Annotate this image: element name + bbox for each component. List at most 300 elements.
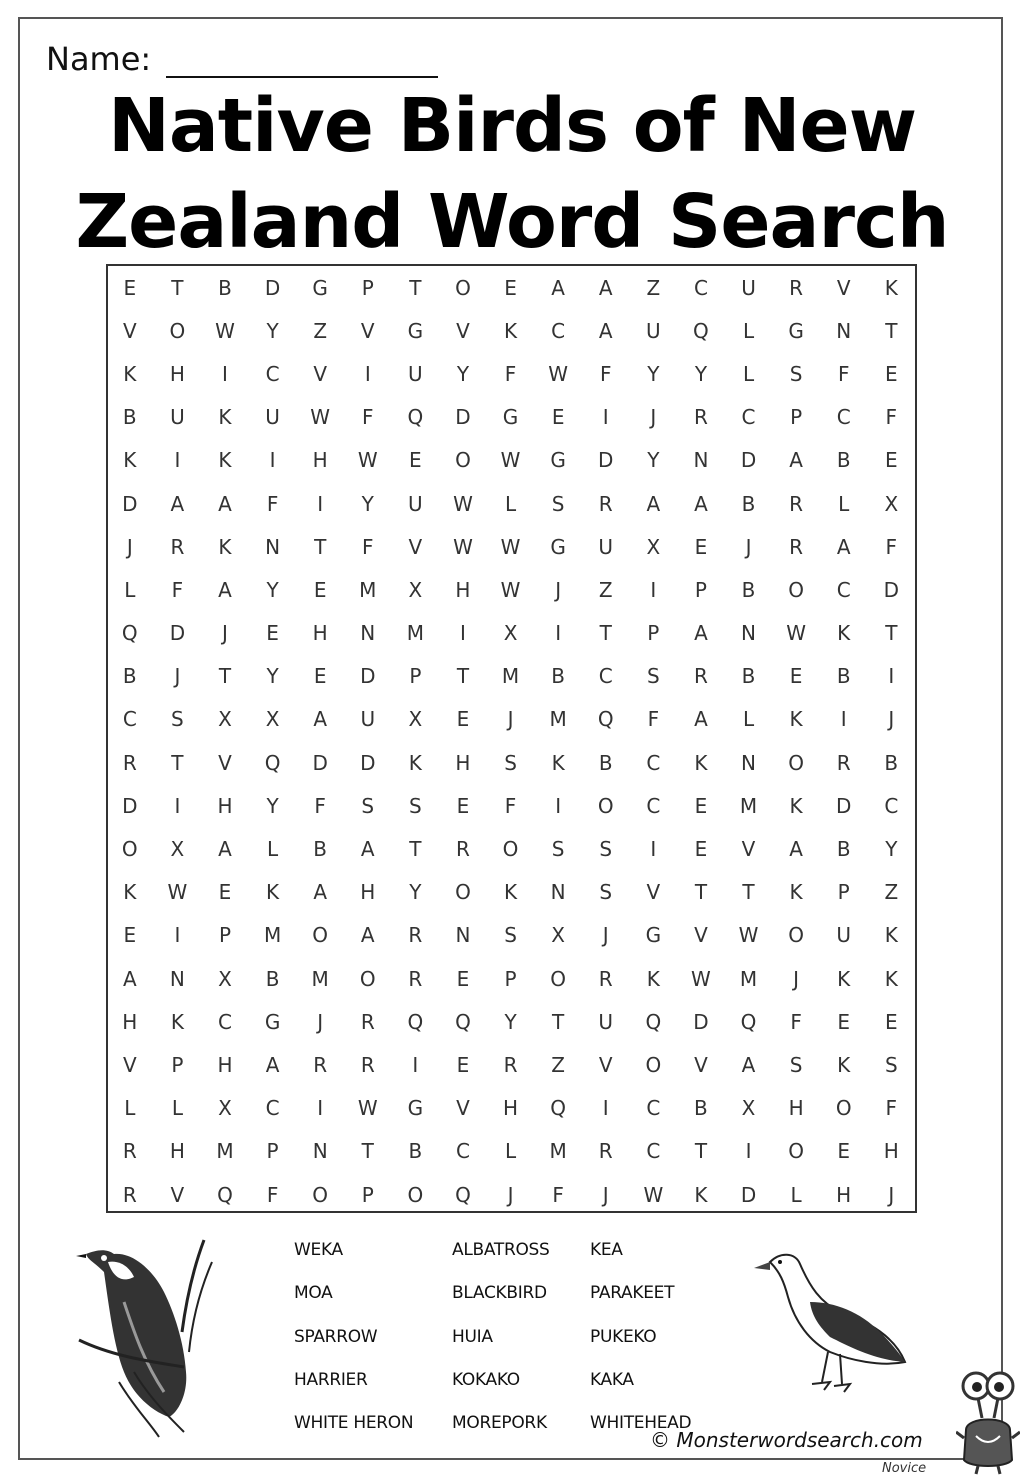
- grid-letter[interactable]: P: [790, 405, 803, 430]
- grid-letter[interactable]: R: [122, 750, 137, 775]
- grid-letter[interactable]: O: [312, 1182, 329, 1207]
- grid-letter[interactable]: I: [602, 1096, 609, 1121]
- grid-letter[interactable]: U: [360, 707, 376, 732]
- grid-letter[interactable]: J: [650, 405, 657, 430]
- grid-letter[interactable]: D: [264, 275, 281, 300]
- grid-letter[interactable]: J: [507, 1182, 514, 1207]
- grid-letter[interactable]: A: [218, 837, 232, 862]
- grid-letter[interactable]: K: [789, 880, 803, 905]
- grid-letter[interactable]: T: [218, 664, 232, 689]
- grid-letter[interactable]: R: [836, 750, 851, 775]
- grid-letter[interactable]: V: [741, 837, 756, 862]
- grid-letter[interactable]: J: [555, 577, 562, 602]
- grid-letter[interactable]: Y: [694, 361, 708, 386]
- grid-letter[interactable]: I: [364, 361, 371, 386]
- grid-letter[interactable]: U: [646, 318, 661, 343]
- grid-letter[interactable]: D: [740, 448, 757, 473]
- grid-letter[interactable]: K: [218, 534, 232, 559]
- grid-letter[interactable]: J: [507, 707, 514, 732]
- grid-letter[interactable]: N: [265, 534, 281, 559]
- grid-letter[interactable]: E: [884, 361, 898, 386]
- grid-letter[interactable]: G: [407, 1096, 424, 1121]
- grid-letter[interactable]: B: [408, 1139, 423, 1164]
- grid-letter[interactable]: G: [550, 448, 566, 473]
- grid-letter[interactable]: D: [122, 793, 138, 818]
- grid-letter[interactable]: O: [407, 1182, 424, 1207]
- grid-letter[interactable]: B: [836, 664, 851, 689]
- grid-letter[interactable]: F: [790, 1009, 802, 1034]
- grid-letter[interactable]: V: [360, 318, 375, 343]
- grid-letter[interactable]: W: [738, 923, 759, 948]
- grid-letter[interactable]: J: [745, 534, 752, 559]
- grid-letter[interactable]: Y: [504, 1009, 517, 1034]
- grid-letter[interactable]: S: [789, 1052, 803, 1077]
- grid-letter[interactable]: X: [218, 707, 232, 732]
- grid-letter[interactable]: T: [314, 534, 327, 559]
- grid-letter[interactable]: L: [838, 491, 850, 516]
- grid-letter[interactable]: Z: [646, 275, 661, 300]
- grid-letter[interactable]: A: [789, 448, 803, 473]
- grid-letter[interactable]: I: [460, 621, 466, 646]
- grid-letter[interactable]: K: [503, 318, 518, 343]
- grid-letter[interactable]: F: [885, 534, 898, 559]
- grid-letter[interactable]: L: [504, 491, 517, 516]
- grid-letter[interactable]: O: [359, 966, 376, 991]
- grid-letter[interactable]: M: [263, 923, 282, 948]
- grid-letter[interactable]: D: [455, 405, 471, 430]
- grid-letter[interactable]: L: [124, 577, 136, 602]
- grid-letter[interactable]: N: [455, 923, 471, 948]
- grid-letter[interactable]: C: [551, 318, 566, 343]
- grid-letter[interactable]: A: [551, 275, 565, 300]
- grid-letter[interactable]: O: [312, 923, 329, 948]
- grid-letter[interactable]: I: [317, 1096, 324, 1121]
- grid-letter[interactable]: K: [884, 966, 898, 991]
- grid-letter[interactable]: T: [742, 880, 755, 905]
- grid-letter[interactable]: A: [694, 621, 708, 646]
- grid-letter[interactable]: E: [884, 1009, 898, 1034]
- grid-letter[interactable]: Q: [121, 621, 138, 646]
- grid-letter[interactable]: B: [741, 664, 756, 689]
- grid-letter[interactable]: O: [788, 577, 804, 602]
- grid-letter[interactable]: Y: [266, 577, 279, 602]
- grid-letter[interactable]: T: [694, 1139, 708, 1164]
- grid-letter[interactable]: R: [408, 923, 423, 948]
- grid-letter[interactable]: O: [121, 837, 138, 862]
- grid-letter[interactable]: Y: [266, 793, 279, 818]
- grid-letter[interactable]: D: [360, 750, 376, 775]
- grid-letter[interactable]: Z: [884, 880, 899, 905]
- grid-letter[interactable]: R: [122, 1139, 137, 1164]
- grid-letter[interactable]: Q: [217, 1182, 233, 1207]
- grid-letter[interactable]: I: [269, 448, 276, 473]
- grid-letter[interactable]: A: [598, 275, 613, 300]
- grid-letter[interactable]: M: [359, 577, 377, 602]
- grid-letter[interactable]: R: [598, 1139, 613, 1164]
- grid-letter[interactable]: I: [745, 1139, 752, 1164]
- grid-letter[interactable]: F: [266, 1182, 279, 1207]
- grid-letter[interactable]: T: [361, 1139, 374, 1164]
- grid-letter[interactable]: T: [885, 621, 898, 646]
- grid-letter[interactable]: C: [836, 405, 851, 430]
- grid-letter[interactable]: T: [409, 837, 422, 862]
- grid-letter[interactable]: X: [551, 923, 565, 948]
- grid-letter[interactable]: J: [888, 707, 895, 732]
- grid-letter[interactable]: O: [550, 966, 567, 991]
- grid-letter[interactable]: Q: [645, 1009, 662, 1034]
- grid-letter[interactable]: G: [264, 1009, 281, 1034]
- grid-letter[interactable]: C: [455, 1139, 470, 1164]
- grid-letter[interactable]: J: [222, 621, 228, 646]
- grid-letter[interactable]: R: [408, 966, 423, 991]
- grid-letter[interactable]: A: [218, 577, 232, 602]
- grid-letter[interactable]: P: [837, 880, 850, 905]
- grid-letter[interactable]: Q: [597, 707, 614, 732]
- grid-letter[interactable]: H: [883, 1139, 899, 1164]
- grid-letter[interactable]: E: [694, 534, 708, 559]
- grid-letter[interactable]: T: [552, 1009, 565, 1034]
- grid-letter[interactable]: F: [647, 707, 660, 732]
- grid-letter[interactable]: E: [313, 577, 327, 602]
- grid-letter[interactable]: X: [408, 707, 423, 732]
- grid-letter[interactable]: D: [312, 750, 328, 775]
- grid-letter[interactable]: S: [551, 491, 565, 516]
- grid-letter[interactable]: F: [599, 361, 612, 386]
- grid-letter[interactable]: E: [694, 837, 708, 862]
- grid-letter[interactable]: I: [650, 577, 657, 602]
- grid-letter[interactable]: Y: [885, 837, 898, 862]
- grid-letter[interactable]: K: [170, 1009, 184, 1034]
- grid-letter[interactable]: R: [693, 405, 708, 430]
- grid-letter[interactable]: E: [551, 405, 565, 430]
- grid-letter[interactable]: L: [742, 318, 755, 343]
- grid-letter[interactable]: R: [789, 534, 804, 559]
- grid-letter[interactable]: E: [456, 966, 470, 991]
- grid-letter[interactable]: E: [789, 664, 803, 689]
- grid-letter[interactable]: G: [502, 405, 519, 430]
- grid-letter[interactable]: D: [740, 1182, 757, 1207]
- grid-letter[interactable]: Q: [693, 318, 709, 343]
- grid-letter[interactable]: G: [788, 318, 804, 343]
- grid-letter[interactable]: B: [836, 837, 851, 862]
- grid-letter[interactable]: Y: [647, 448, 660, 473]
- grid-letter[interactable]: O: [455, 275, 471, 300]
- grid-letter[interactable]: W: [310, 405, 331, 430]
- grid-letter[interactable]: K: [789, 707, 803, 732]
- grid-letter[interactable]: R: [789, 491, 804, 516]
- grid-letter[interactable]: S: [789, 361, 803, 386]
- grid-letter[interactable]: N: [360, 621, 376, 646]
- grid-letter[interactable]: C: [265, 1096, 280, 1121]
- grid-letter[interactable]: V: [598, 1052, 613, 1077]
- grid-letter[interactable]: P: [218, 923, 232, 948]
- grid-letter[interactable]: T: [171, 750, 184, 775]
- grid-letter[interactable]: A: [646, 491, 661, 516]
- grid-letter[interactable]: E: [884, 448, 898, 473]
- grid-letter[interactable]: R: [598, 966, 613, 991]
- grid-letter[interactable]: N: [836, 318, 852, 343]
- grid-letter[interactable]: X: [884, 491, 899, 516]
- grid-letter[interactable]: F: [504, 793, 517, 818]
- grid-letter[interactable]: B: [551, 664, 565, 689]
- grid-letter[interactable]: C: [741, 405, 756, 430]
- grid-letter[interactable]: K: [551, 750, 565, 775]
- grid-letter[interactable]: P: [361, 1182, 374, 1207]
- grid-letter[interactable]: T: [171, 275, 184, 300]
- grid-letter[interactable]: C: [646, 793, 661, 818]
- grid-letter[interactable]: D: [883, 577, 899, 602]
- grid-letter[interactable]: P: [647, 621, 660, 646]
- grid-letter[interactable]: E: [409, 448, 422, 473]
- grid-letter[interactable]: S: [884, 1052, 898, 1077]
- grid-letter[interactable]: M: [549, 1139, 567, 1164]
- grid-letter[interactable]: M: [739, 793, 758, 818]
- grid-letter[interactable]: N: [169, 966, 185, 991]
- grid-letter[interactable]: D: [598, 448, 614, 473]
- grid-letter[interactable]: F: [885, 405, 898, 430]
- grid-letter[interactable]: S: [646, 664, 660, 689]
- grid-letter[interactable]: L: [171, 1096, 183, 1121]
- grid-letter[interactable]: J: [126, 534, 133, 559]
- grid-letter[interactable]: M: [216, 1139, 234, 1164]
- grid-letter[interactable]: J: [317, 1009, 324, 1034]
- grid-letter[interactable]: W: [453, 491, 473, 516]
- grid-letter[interactable]: C: [646, 1139, 661, 1164]
- grid-letter[interactable]: A: [694, 707, 708, 732]
- grid-letter[interactable]: H: [312, 448, 328, 473]
- grid-letter[interactable]: Z: [551, 1052, 565, 1077]
- grid-letter[interactable]: Q: [455, 1182, 471, 1207]
- grid-letter[interactable]: V: [170, 1182, 185, 1207]
- grid-letter[interactable]: E: [456, 793, 470, 818]
- grid-letter[interactable]: K: [123, 361, 137, 386]
- grid-letter[interactable]: Y: [266, 318, 279, 343]
- grid-letter[interactable]: C: [646, 750, 661, 775]
- grid-letter[interactable]: R: [313, 1052, 328, 1077]
- grid-letter[interactable]: E: [504, 275, 517, 300]
- grid-letter[interactable]: H: [217, 793, 233, 818]
- grid-letter[interactable]: T: [599, 621, 612, 646]
- grid-letter[interactable]: H: [122, 1009, 138, 1034]
- grid-letter[interactable]: W: [786, 621, 806, 646]
- grid-letter[interactable]: E: [694, 793, 708, 818]
- grid-letter[interactable]: U: [408, 361, 423, 386]
- grid-letter[interactable]: Z: [598, 577, 613, 602]
- grid-letter[interactable]: W: [357, 1096, 378, 1121]
- grid-letter[interactable]: Q: [455, 1009, 471, 1034]
- grid-letter[interactable]: O: [788, 923, 804, 948]
- grid-letter[interactable]: B: [265, 966, 280, 991]
- grid-letter[interactable]: W: [500, 448, 521, 473]
- grid-letter[interactable]: N: [741, 750, 756, 775]
- grid-letter[interactable]: K: [837, 1052, 851, 1077]
- grid-letter[interactable]: N: [741, 621, 756, 646]
- grid-letter[interactable]: I: [174, 793, 181, 818]
- grid-letter[interactable]: O: [788, 750, 804, 775]
- grid-letter[interactable]: F: [552, 1182, 564, 1207]
- grid-letter[interactable]: L: [742, 361, 755, 386]
- grid-letter[interactable]: C: [218, 1009, 232, 1034]
- grid-letter[interactable]: H: [169, 361, 185, 386]
- grid-letter[interactable]: W: [548, 361, 569, 386]
- grid-letter[interactable]: P: [266, 1139, 279, 1164]
- grid-letter[interactable]: G: [407, 318, 424, 343]
- grid-letter[interactable]: H: [360, 880, 376, 905]
- grid-letter[interactable]: N: [312, 1139, 328, 1164]
- grid-letter[interactable]: Y: [266, 664, 279, 689]
- grid-letter[interactable]: K: [837, 966, 851, 991]
- grid-letter[interactable]: O: [788, 1139, 804, 1164]
- grid-letter[interactable]: C: [598, 664, 613, 689]
- grid-letter[interactable]: V: [122, 318, 137, 343]
- grid-letter[interactable]: F: [837, 361, 850, 386]
- grid-letter[interactable]: D: [360, 664, 376, 689]
- grid-letter[interactable]: K: [266, 880, 280, 905]
- grid-letter[interactable]: X: [218, 1096, 232, 1121]
- grid-letter[interactable]: V: [456, 318, 470, 343]
- grid-letter[interactable]: S: [409, 793, 422, 818]
- grid-letter[interactable]: M: [311, 966, 329, 991]
- grid-letter[interactable]: A: [694, 491, 708, 516]
- grid-letter[interactable]: Q: [550, 1096, 567, 1121]
- grid-letter[interactable]: M: [406, 621, 424, 646]
- grid-letter[interactable]: A: [265, 1052, 280, 1077]
- grid-letter[interactable]: R: [122, 1182, 137, 1207]
- grid-letter[interactable]: X: [503, 621, 518, 646]
- grid-letter[interactable]: B: [836, 448, 851, 473]
- grid-letter[interactable]: X: [218, 966, 232, 991]
- grid-letter[interactable]: F: [362, 534, 374, 559]
- grid-letter[interactable]: H: [455, 577, 471, 602]
- grid-letter[interactable]: B: [122, 664, 137, 689]
- grid-letter[interactable]: S: [504, 750, 517, 775]
- grid-letter[interactable]: X: [170, 837, 185, 862]
- grid-letter[interactable]: R: [693, 664, 708, 689]
- grid-letter[interactable]: R: [456, 837, 470, 862]
- grid-letter[interactable]: K: [884, 923, 898, 948]
- grid-letter[interactable]: E: [313, 664, 327, 689]
- grid-letter[interactable]: R: [789, 275, 804, 300]
- grid-letter[interactable]: B: [694, 1096, 708, 1121]
- grid-letter[interactable]: K: [503, 880, 518, 905]
- grid-letter[interactable]: C: [884, 793, 899, 818]
- grid-letter[interactable]: E: [218, 880, 232, 905]
- grid-letter[interactable]: U: [265, 405, 280, 430]
- grid-letter[interactable]: R: [360, 1009, 375, 1034]
- grid-letter[interactable]: V: [694, 1052, 708, 1077]
- grid-letter[interactable]: J: [793, 966, 800, 991]
- grid-letter[interactable]: B: [218, 275, 232, 300]
- grid-letter[interactable]: J: [602, 923, 609, 948]
- grid-letter[interactable]: B: [313, 837, 328, 862]
- grid-letter[interactable]: K: [123, 448, 137, 473]
- grid-letter[interactable]: D: [122, 491, 138, 516]
- grid-letter[interactable]: J: [174, 664, 181, 689]
- grid-letter[interactable]: K: [884, 275, 898, 300]
- grid-letter[interactable]: T: [409, 275, 422, 300]
- grid-letter[interactable]: L: [124, 1096, 136, 1121]
- grid-letter[interactable]: C: [646, 1096, 661, 1121]
- grid-letter[interactable]: H: [312, 621, 328, 646]
- grid-letter[interactable]: K: [218, 405, 232, 430]
- grid-letter[interactable]: F: [362, 405, 374, 430]
- grid-letter[interactable]: S: [171, 707, 184, 732]
- grid-letter[interactable]: R: [360, 1052, 375, 1077]
- grid-letter[interactable]: A: [789, 837, 803, 862]
- grid-letter[interactable]: S: [551, 837, 565, 862]
- grid-letter[interactable]: O: [645, 1052, 662, 1077]
- grid-letter[interactable]: S: [599, 880, 613, 905]
- grid-letter[interactable]: U: [836, 923, 852, 948]
- grid-letter[interactable]: C: [122, 707, 137, 732]
- grid-letter[interactable]: D: [836, 793, 852, 818]
- grid-letter[interactable]: S: [504, 923, 517, 948]
- grid-letter[interactable]: X: [408, 577, 423, 602]
- grid-letter[interactable]: R: [170, 534, 185, 559]
- grid-letter[interactable]: U: [741, 275, 756, 300]
- grid-letter[interactable]: X: [646, 534, 661, 559]
- grid-letter[interactable]: K: [694, 1182, 708, 1207]
- grid-letter[interactable]: I: [650, 837, 657, 862]
- grid-letter[interactable]: M: [501, 664, 520, 689]
- grid-letter[interactable]: K: [789, 793, 803, 818]
- grid-letter[interactable]: V: [408, 534, 423, 559]
- grid-letter[interactable]: A: [598, 318, 613, 343]
- grid-letter[interactable]: K: [694, 750, 708, 775]
- grid-letter[interactable]: H: [788, 1096, 804, 1121]
- grid-letter[interactable]: P: [504, 966, 517, 991]
- grid-letter[interactable]: Q: [740, 1009, 757, 1034]
- grid-letter[interactable]: W: [691, 966, 711, 991]
- grid-letter[interactable]: I: [888, 664, 895, 689]
- grid-letter[interactable]: I: [602, 405, 609, 430]
- grid-letter[interactable]: X: [265, 707, 280, 732]
- grid-letter[interactable]: U: [408, 491, 423, 516]
- grid-letter[interactable]: I: [412, 1052, 419, 1077]
- grid-letter[interactable]: Z: [313, 318, 328, 343]
- grid-letter[interactable]: E: [266, 621, 279, 646]
- grid-letter[interactable]: E: [837, 1009, 851, 1034]
- grid-letter[interactable]: W: [215, 318, 235, 343]
- grid-letter[interactable]: P: [694, 577, 707, 602]
- grid-letter[interactable]: I: [555, 793, 562, 818]
- grid-letter[interactable]: G: [312, 275, 328, 300]
- grid-letter[interactable]: A: [313, 707, 328, 732]
- grid-letter[interactable]: W: [500, 534, 521, 559]
- grid-letter[interactable]: S: [361, 793, 375, 818]
- grid-letter[interactable]: C: [693, 275, 708, 300]
- grid-letter[interactable]: V: [646, 880, 661, 905]
- grid-letter[interactable]: I: [174, 923, 181, 948]
- grid-letter[interactable]: U: [170, 405, 185, 430]
- grid-letter[interactable]: V: [694, 923, 708, 948]
- grid-letter[interactable]: F: [504, 361, 517, 386]
- grid-letter[interactable]: M: [549, 707, 567, 732]
- grid-letter[interactable]: T: [456, 664, 470, 689]
- grid-letter[interactable]: R: [598, 491, 613, 516]
- grid-letter[interactable]: U: [598, 1009, 614, 1034]
- grid-letter[interactable]: Q: [407, 405, 424, 430]
- grid-letter[interactable]: L: [790, 1182, 802, 1207]
- grid-letter[interactable]: P: [409, 664, 422, 689]
- grid-letter[interactable]: I: [174, 448, 181, 473]
- grid-letter[interactable]: W: [453, 534, 473, 559]
- grid-letter[interactable]: B: [741, 491, 756, 516]
- grid-letter[interactable]: M: [739, 966, 758, 991]
- grid-letter[interactable]: F: [314, 793, 326, 818]
- grid-letter[interactable]: H: [836, 1182, 852, 1207]
- grid-letter[interactable]: A: [360, 923, 375, 948]
